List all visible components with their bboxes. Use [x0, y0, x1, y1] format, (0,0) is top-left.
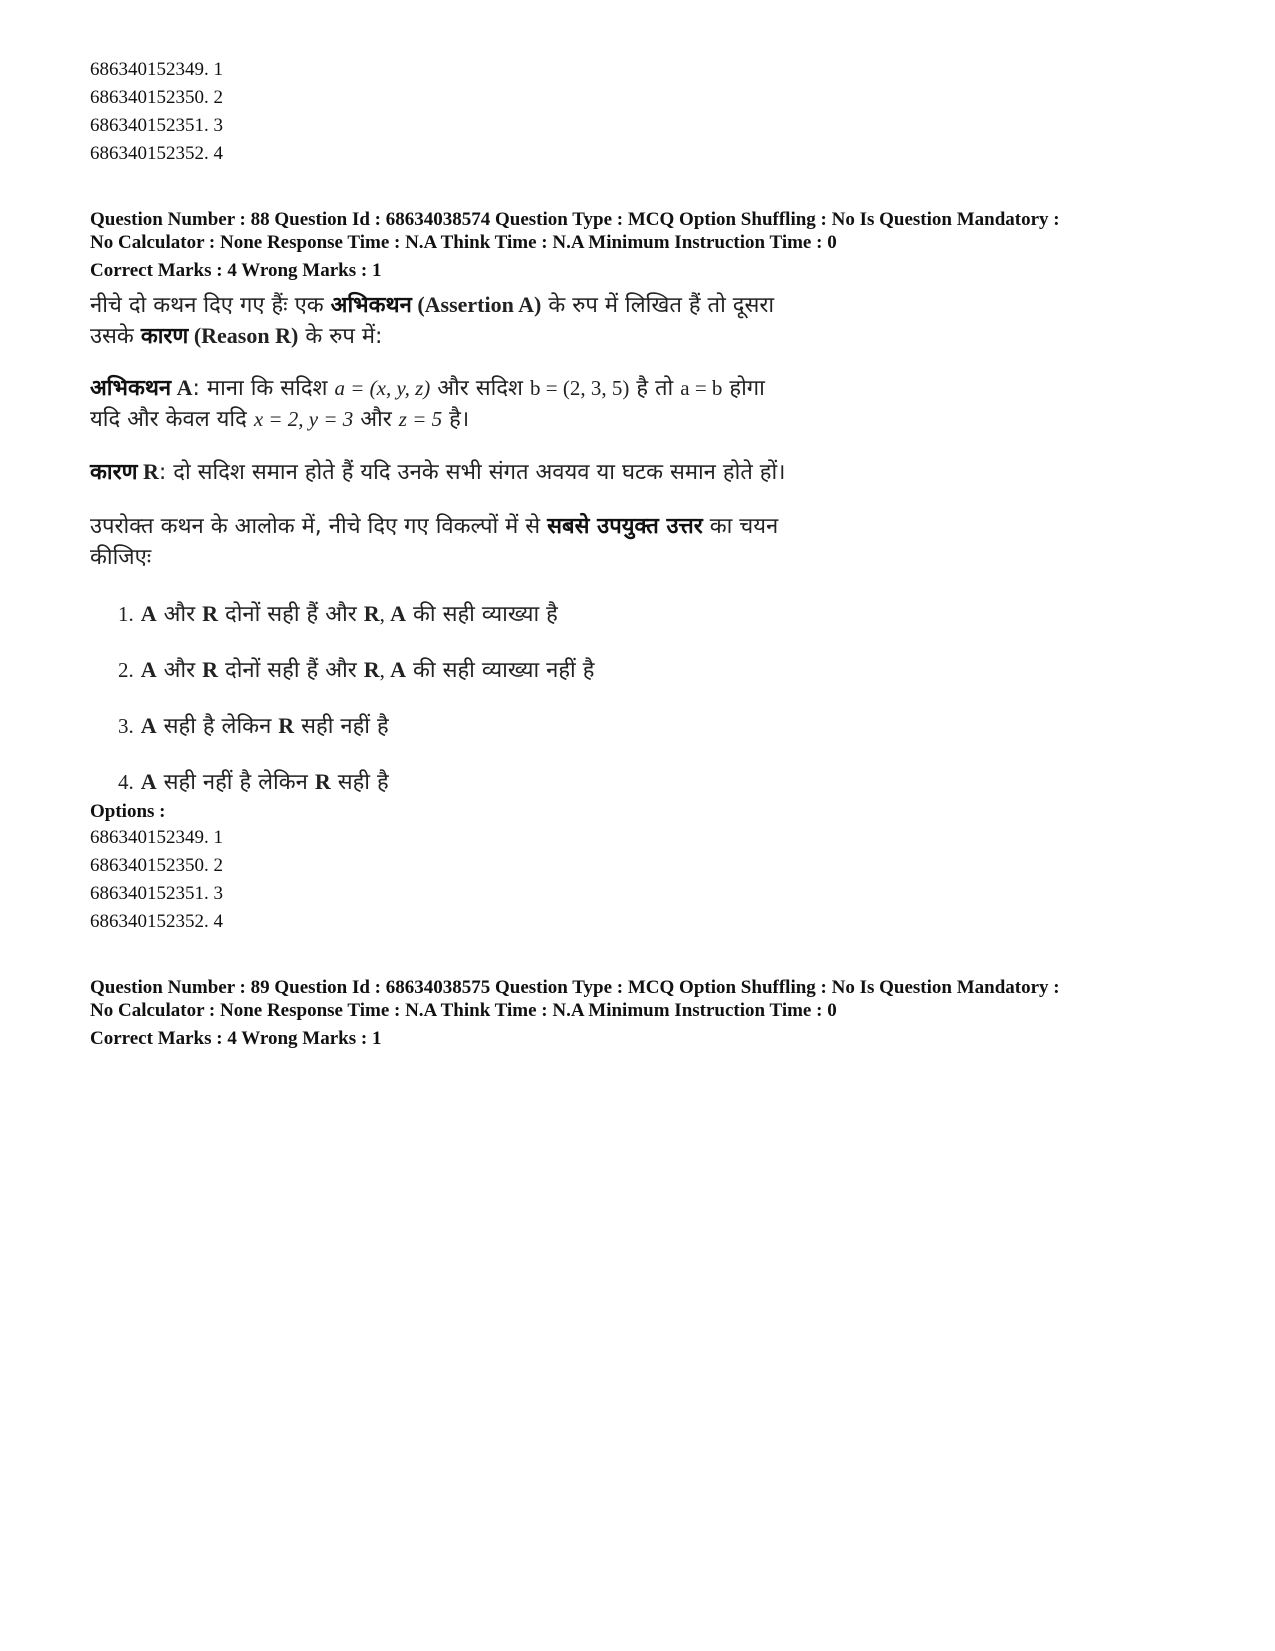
prev-option-2: 686340152350. 2 [90, 87, 223, 108]
q88-intro-line-2: उसके कारण (Reason R) के रुप में: [90, 323, 383, 349]
q88-option-1: 686340152349. 1 [90, 827, 223, 848]
q88-choice-4: 4. A सही नहीं है लेकिन R सही है [118, 769, 389, 795]
prev-option-1: 686340152349. 1 [90, 59, 223, 80]
prev-option-4: 686340152352. 4 [90, 143, 223, 164]
q88-choice-2: 2. A और R दोनों सही हैं और R, A की सही व्याख्या नहीं है [118, 657, 595, 683]
q88-choice-1: 1. A और R दोनों सही हैं और R, A की सही व्याख्या है [118, 601, 558, 627]
q89-meta-line-1: Question Number : 89 Question Id : 68634038575 Question Type : MCQ Option Shuffling : No Is Question Mandatory : [90, 977, 1060, 998]
q88-intro-line-1: नीचे दो कथन दिए गए हैंः एक अभिकथन (Assertion A) के रुप में लिखित हैं तो दूसरा [90, 292, 775, 318]
q89-meta-line-2: No Calculator : None Response Time : N.A Think Time : N.A Minimum Instruction Time : 0 [90, 1000, 837, 1021]
q88-marks: Correct Marks : 4 Wrong Marks : 1 [90, 260, 382, 281]
q88-reason: कारण R: दो सदिश समान होते हैं यदि उनके सभी संगत अवयव या घटक समान होते हों। [90, 459, 786, 485]
q88-choice-3: 3. A सही है लेकिन R सही नहीं है [118, 713, 389, 739]
q89-marks: Correct Marks : 4 Wrong Marks : 1 [90, 1028, 382, 1049]
prev-option-3: 686340152351. 3 [90, 115, 223, 136]
q88-assertion-line-2: यदि और केवल यदि x = 2, y = 3 और z = 5 है। [90, 407, 470, 432]
q88-option-2: 686340152350. 2 [90, 855, 223, 876]
q88-meta-line-2: No Calculator : None Response Time : N.A Think Time : N.A Minimum Instruction Time : 0 [90, 232, 837, 253]
q88-assertion-line-1: अभिकथन A: माना कि सदिश a = (x, y, z) और सदिश b = (2, 3, 5) है तो a = b होगा [90, 375, 765, 401]
q88-instruction-line-1: उपरोक्त कथन के आलोक में, नीचे दिए गए विकल्पों में से सबसे उपयुक्त उत्तर का चयन [90, 514, 779, 539]
q88-options-label: Options : [90, 801, 166, 822]
q88-instruction-line-2: कीजिएः [90, 545, 152, 570]
q88-option-3: 686340152351. 3 [90, 883, 223, 904]
q88-option-4: 686340152352. 4 [90, 911, 223, 932]
q88-meta-line-1: Question Number : 88 Question Id : 68634038574 Question Type : MCQ Option Shuffling : No Is Question Mandatory : [90, 209, 1060, 230]
